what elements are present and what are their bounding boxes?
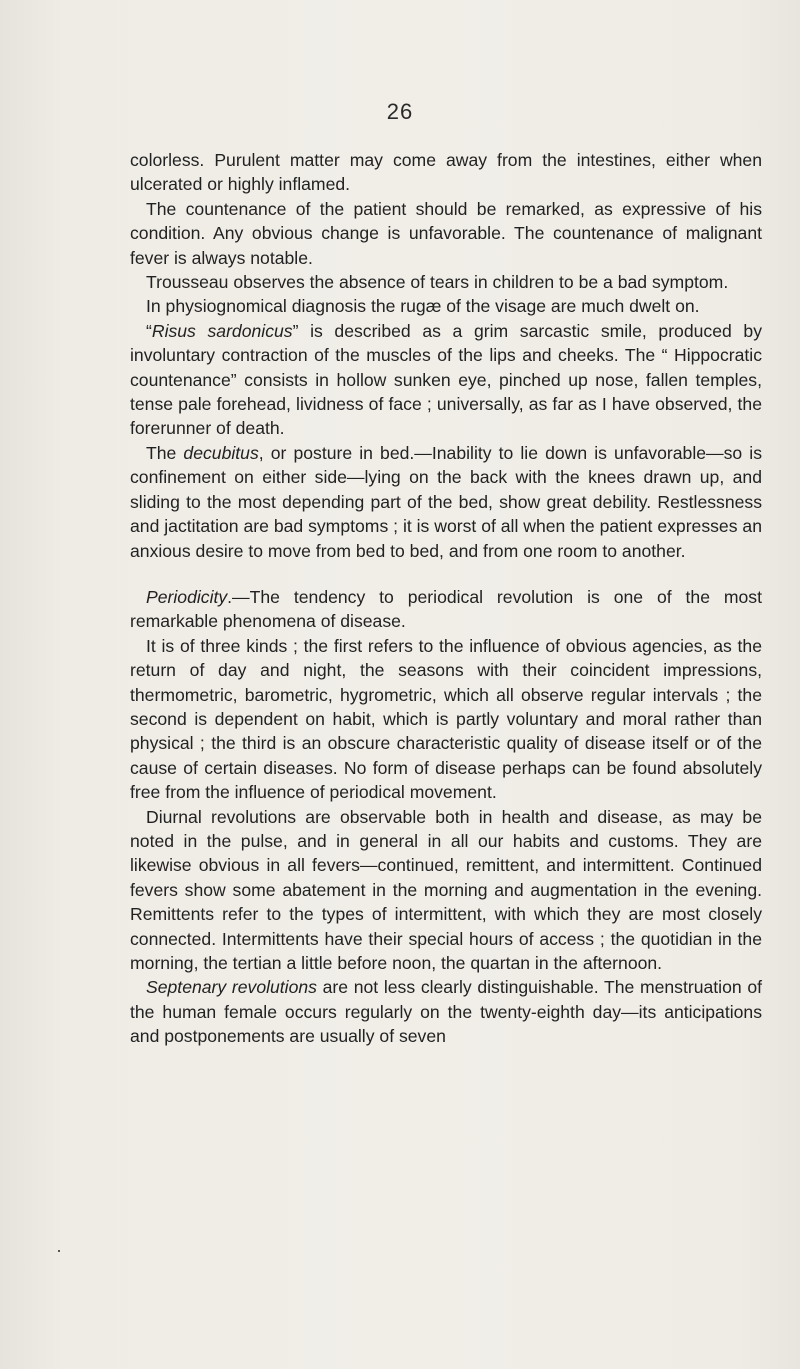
paragraph xyxy=(130,634,762,805)
paragraph xyxy=(130,270,762,294)
paragraph xyxy=(130,585,762,634)
text-run: “ xyxy=(146,320,152,341)
text-run: , or posture in bed.—Inability to lie down is unfavorable—so is confinement on either side—lying on the back with the knees drawn up, and sliding to the most depending part of the bed, show great debility. Restlessness and jactitation are bad symptoms ; it is worst of all when the patient expresses an anxious desire to move from bed to bed, and from one room to another. xyxy=(130,442,762,561)
paragraph xyxy=(130,805,762,976)
text-run: It is of three kinds ; the first refers to the influence of obvious agencies, as the return of day and night, the seasons with their coincident impressions, thermometric, barometric, hygrometric, which all observe regular intervals ; the second is dependent on habit, which is partly voluntary and moral rather than physical ; the third is an obscure characteristic quality of disease itself or of the cause of certain diseases. No form of disease perhaps can be found absolutely free from the influence of periodical movement. xyxy=(130,635,762,803)
text-run: ” is described as a grim sarcastic smile, produced by involuntary contraction of the muscles of the lips and cheeks. The “ Hippocratic countenance” consists in hollow sunken eye, pinched up nose, fallen temples, tense pale forehead, lividness of face ; universally, as far as I have observed, the forerunner of death. xyxy=(130,320,762,439)
page-number: 26 xyxy=(386,99,414,124)
body-text xyxy=(130,148,762,1049)
paragraph xyxy=(130,975,762,1048)
text-run: Trousseau observes the absence of tears in children to be a bad symptom. xyxy=(146,272,729,293)
italic-term: Risus sardonicus xyxy=(151,320,293,341)
text-run: In physiognomical diagnosis the rugæ of the visage are much dwelt on. xyxy=(146,296,700,317)
text-run: are not less clearly distinguishable. The menstruation of the human female occurs regularly on the twenty-eighth day—its anticipations and postponements are usually of seven xyxy=(130,977,762,1047)
paragraph xyxy=(130,294,762,318)
italic-term: Septenary revolutions xyxy=(146,977,317,998)
text-run: .—The tendency to periodical revolution is one of the most remarkable phenomena of disease. xyxy=(130,586,762,632)
margin-speck xyxy=(58,1250,60,1252)
paragraph xyxy=(130,441,762,563)
text-run: The countenance of the patient should be remarked, as expressive of his condition. Any obvious change is unfavorable. The countenance of malignant fever is always notable. xyxy=(130,198,762,268)
paragraph xyxy=(130,197,762,270)
paragraph xyxy=(130,148,762,197)
paragraph xyxy=(130,319,762,441)
italic-term: Periodicity xyxy=(146,586,228,607)
italic-term: decubitus xyxy=(183,442,259,463)
text-run: The xyxy=(146,442,184,463)
text-run: colorless. Purulent matter may come away from the intestines, either when ulcerated or highly inflamed. xyxy=(130,150,762,195)
text-run: Diurnal revolutions are observable both in health and disease, as may be noted in the pulse, and in general in all our habits and customs. They are likewise obvious in all fevers—continued, remittent, and intermittent. Continued fevers show some abatement in the morning and augmentation in the evening. Remittents refer to the types of intermittent, with which they are most closely connected. Intermittents have their special hours of access ; the quotidian in the morning, the tertian a little before noon, the quartan in the afternoon. xyxy=(130,806,762,973)
